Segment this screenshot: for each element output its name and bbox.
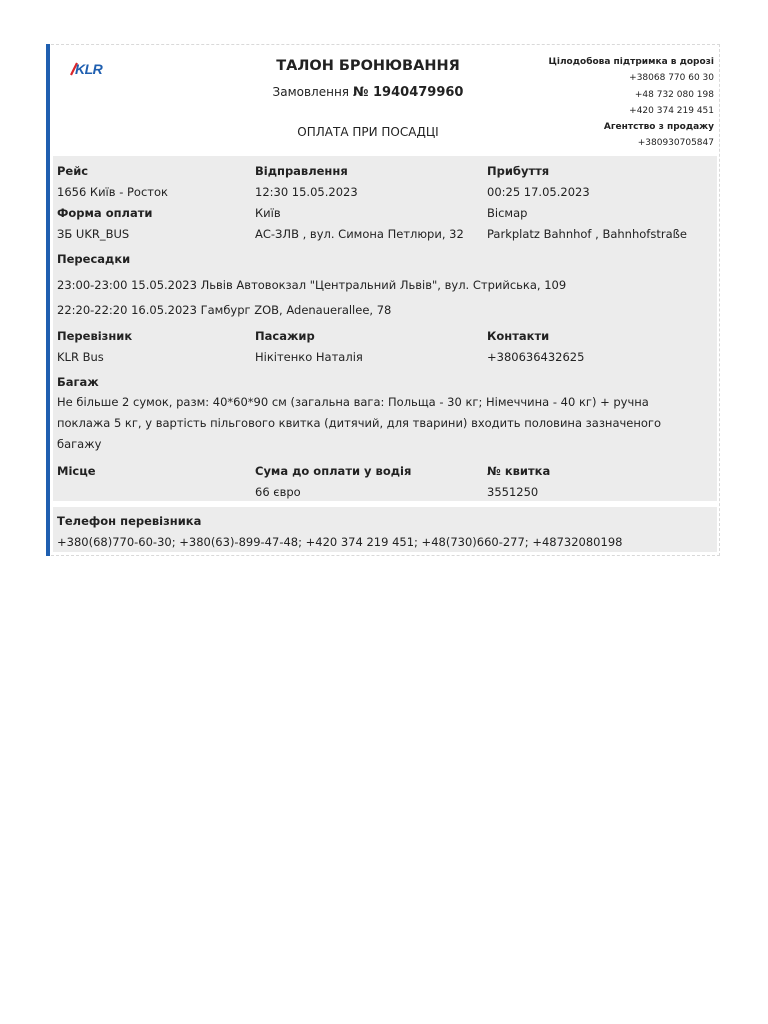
support-title: Цілодобова підтримка в дорозі [548, 57, 714, 67]
ticket-accent-bar [46, 44, 50, 556]
contacts-label: Контакти [487, 329, 550, 343]
arrival-city: Вісмар [487, 206, 528, 220]
order-number-value: № 1940479960 [352, 85, 464, 100]
transfer-item: 23:00-23:00 15.05.2023 Львів Автовокзал "Центральний Львів", вул. Стрийська, 109 [57, 278, 567, 292]
order-label: Замовлення [272, 85, 350, 99]
page-title: ТАЛОН БРОНЮВАННЯ [276, 58, 460, 74]
arrival-label: Прибуття [487, 164, 550, 178]
transfers-label: Пересадки [57, 252, 131, 266]
agency-title: Агентство з продажу [603, 122, 714, 133]
support-contacts [494, 54, 714, 152]
departure-city: Київ [255, 206, 281, 220]
order-number [250, 85, 486, 100]
seat-label: Місце [57, 464, 96, 478]
carrier-phone-label: Телефон перевізника [57, 514, 202, 528]
carrier-value: KLR Bus [57, 350, 104, 364]
svg-text:KLR: KLR [75, 61, 103, 77]
amount-value: 66 євро [255, 485, 301, 499]
arrival-time: 00:25 17.05.2023 [487, 185, 590, 199]
passenger-value: Нікітенко Наталія [255, 350, 363, 364]
support-phone: +38068 770 60 30 [629, 73, 714, 84]
departure-label: Відправлення [255, 164, 348, 178]
support-phone: +420 374 219 451 [629, 105, 714, 116]
payment-form-label: Форма оплати [57, 206, 153, 220]
route-label: Рейс [57, 164, 89, 178]
carrier-phone-value: +380(68)770-60-30; +380(63)-899-47-48; +420 374 219 451; +48(730)660-277; +48732080198 [57, 535, 623, 549]
route-value: 1656 Київ - Росток [57, 185, 168, 199]
ticket-number-label: № квитка [487, 464, 551, 478]
baggage-label: Багаж [57, 375, 99, 389]
amount-label: Сума до оплати у водія [255, 464, 412, 478]
baggage-text: Не більше 2 сумок, разм: 40*60*90 см (загальна вага: Польща - 30 кг; Німеччина - 40 кг) + ручна поклажа 5 кг, у вартість пільгового квитка (дитячий, для тварини) входить половина зазначеного багажу [57, 395, 662, 451]
departure-time: 12:30 15.05.2023 [255, 185, 358, 199]
support-phone: +48 732 080 198 [634, 89, 714, 100]
agency-phone: +380930705847 [637, 138, 714, 149]
payment-form-value: ЗБ UKR_BUS [57, 227, 130, 241]
passenger-label: Пасажир [255, 329, 315, 343]
arrival-address: Parkplatz Bahnhof , Bahnhofstraße [487, 227, 687, 241]
klr-logo [67, 58, 107, 78]
carrier-label: Перевізник [57, 329, 133, 343]
ticket-number-value: 3551250 [487, 485, 539, 499]
transfer-item: 22:20-22:20 16.05.2023 Гамбург ZOB, Adenauerallee, 78 [57, 303, 392, 317]
payment-note: ОПЛАТА ПРИ ПОСАДЦІ [297, 125, 439, 139]
departure-address: АС-ЗЛВ , вул. Симона Петлюри, 32 [255, 227, 464, 241]
contacts-value: +380636432625 [487, 350, 585, 364]
